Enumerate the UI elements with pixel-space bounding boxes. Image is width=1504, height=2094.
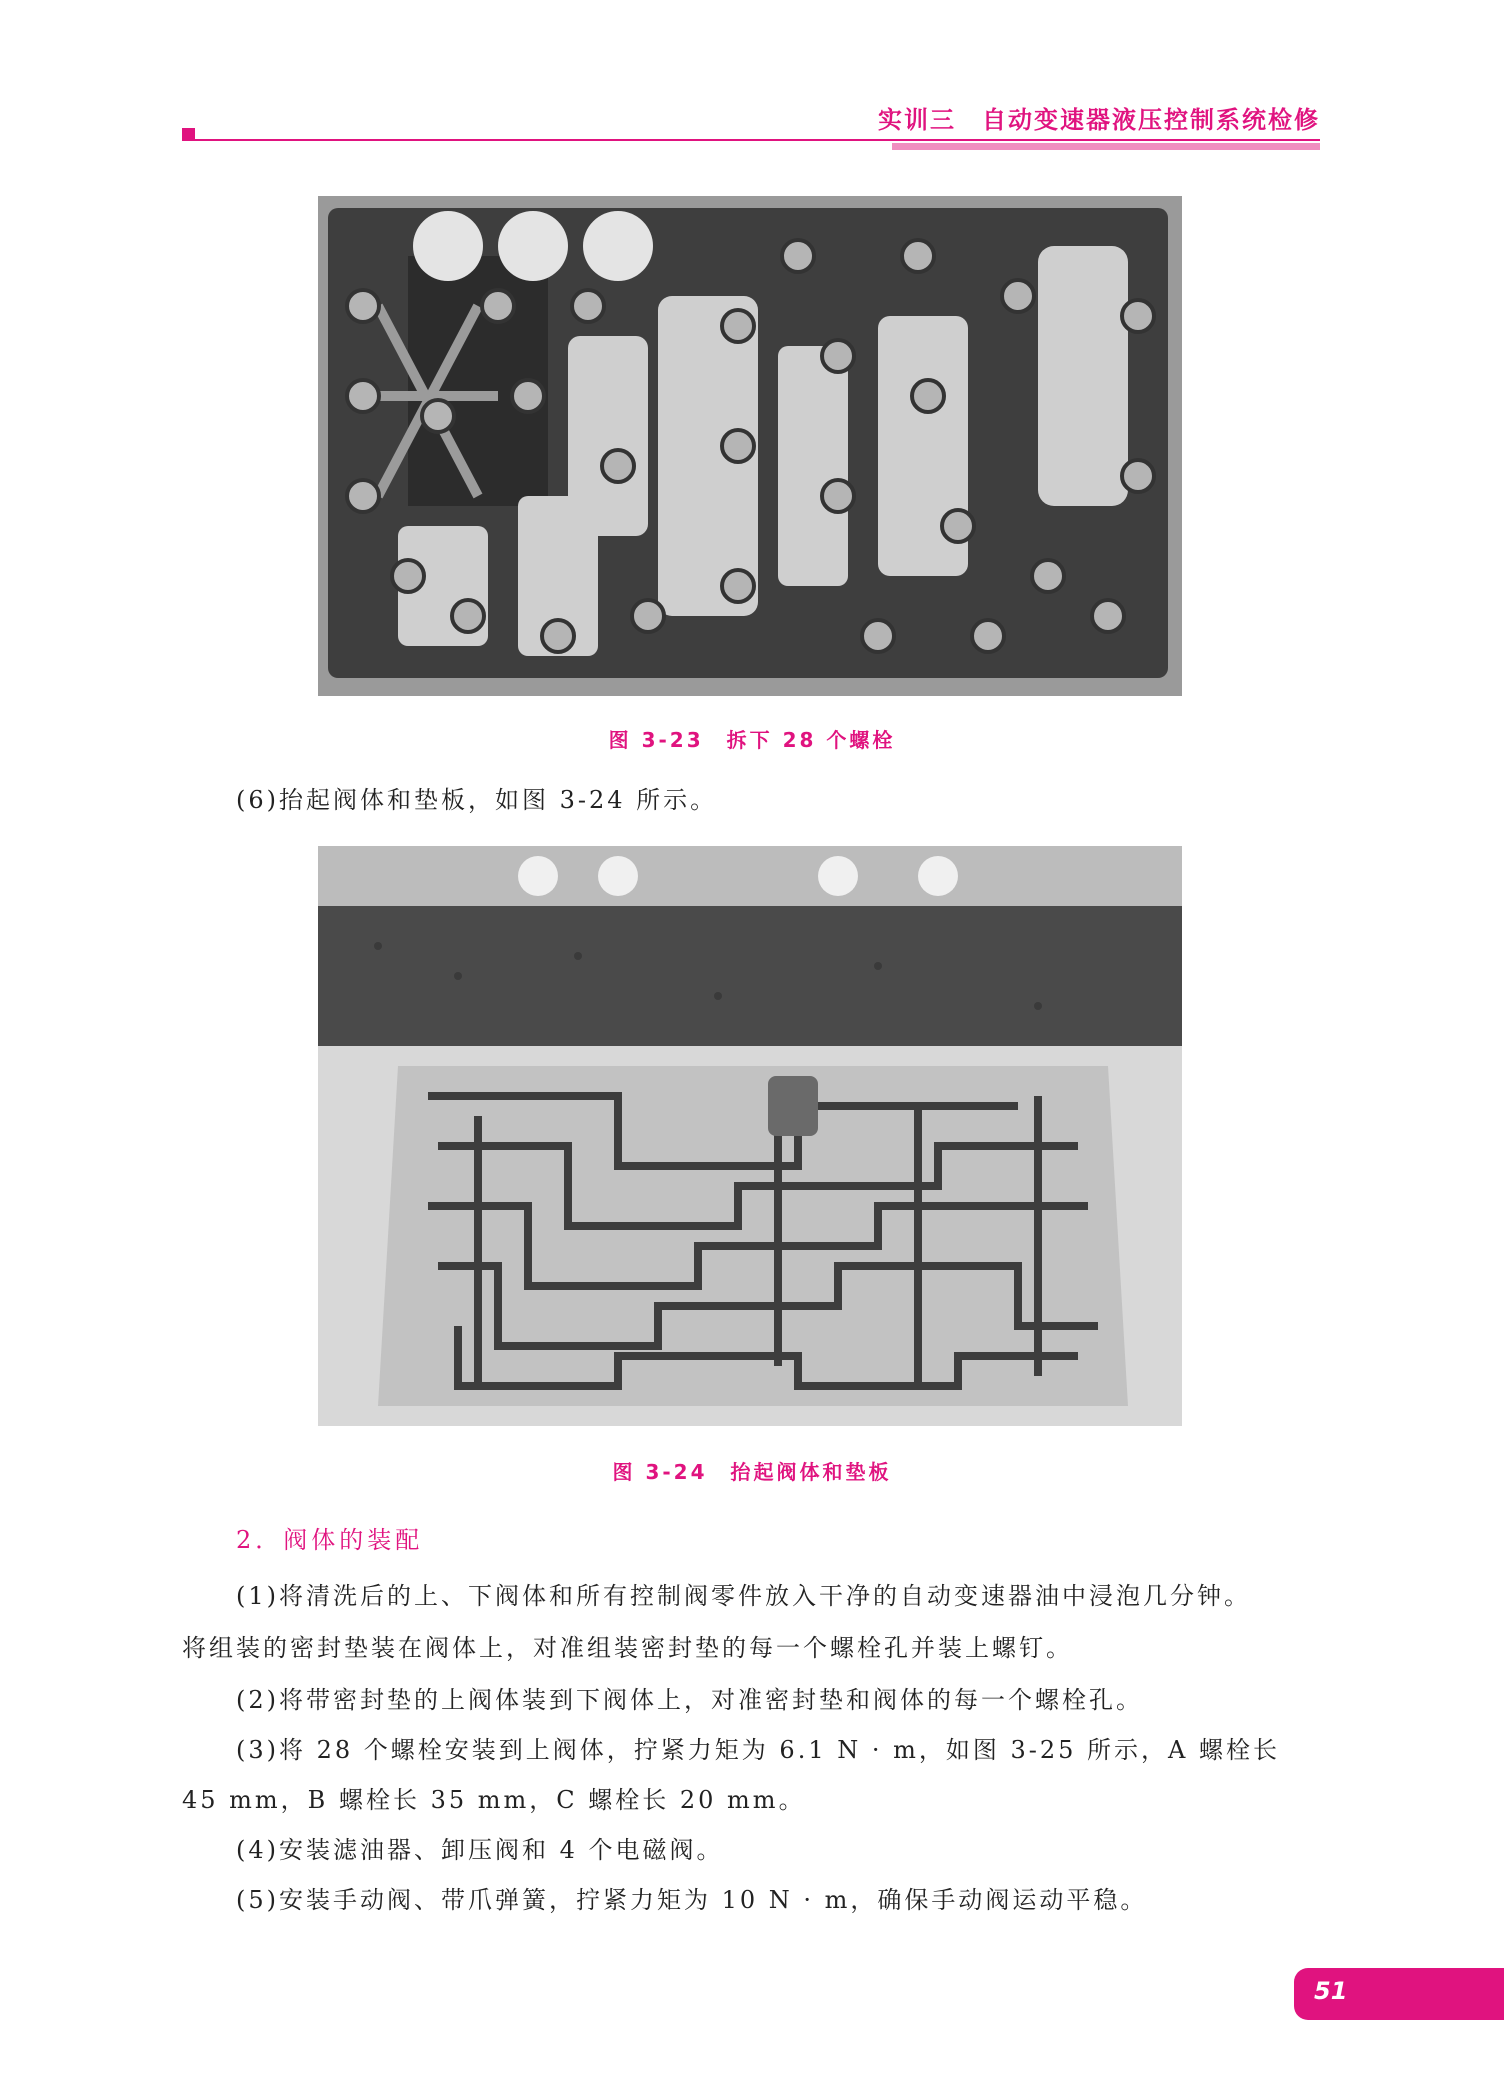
header-rule: [195, 139, 1320, 141]
figure-valve-body-separator: [318, 846, 1182, 1426]
paragraph-1-line-2: 将组装的密封垫装在阀体上，对准组装密封垫的每一个螺栓孔并装上螺钉。: [182, 1634, 1073, 1662]
figure-valve-body-bolts: [318, 196, 1182, 696]
page-number-tab: [1294, 1968, 1504, 2020]
paragraph-5: (5)安装手动阀、带爪弹簧，拧紧力矩为 10 N · m，确保手动阀运动平稳。: [236, 1886, 1148, 1914]
valve-body-separator-photo-icon: [318, 846, 1182, 1426]
valve-body-bolts-photo-icon: [318, 196, 1182, 696]
step-6-text: (6)抬起阀体和垫板，如图 3-24 所示。: [236, 786, 718, 814]
section-title: 2．阀体的装配: [236, 1526, 424, 1554]
chapter-title: 实训三 自动变速器液压控制系统检修: [878, 106, 1320, 134]
page-number: 51: [1314, 1977, 1348, 2005]
figure-caption-3-24: 图 3-24 抬起阀体和垫板: [612, 1460, 892, 1484]
figure-caption-3-23: 图 3-23 拆下 28 个螺栓: [608, 728, 896, 752]
paragraph-1-line-1: (1)将清洗后的上、下阀体和所有控制阀零件放入干净的自动变速器油中浸泡几分钟。: [236, 1582, 1251, 1610]
header-band: [892, 143, 1320, 150]
paragraph-4: (4)安装滤油器、卸压阀和 4 个电磁阀。: [236, 1836, 724, 1864]
paragraph-2: (2)将带密封垫的上阀体装到下阀体上，对准密封垫和阀体的每一个螺栓孔。: [236, 1686, 1143, 1714]
paragraph-3-line-2: 45 mm，B 螺栓长 35 mm，C 螺栓长 20 mm。: [182, 1786, 806, 1814]
paragraph-3-line-1: (3)将 28 个螺栓安装到上阀体，拧紧力矩为 6.1 N · m，如图 3-25 所示，A 螺栓长: [236, 1736, 1280, 1764]
